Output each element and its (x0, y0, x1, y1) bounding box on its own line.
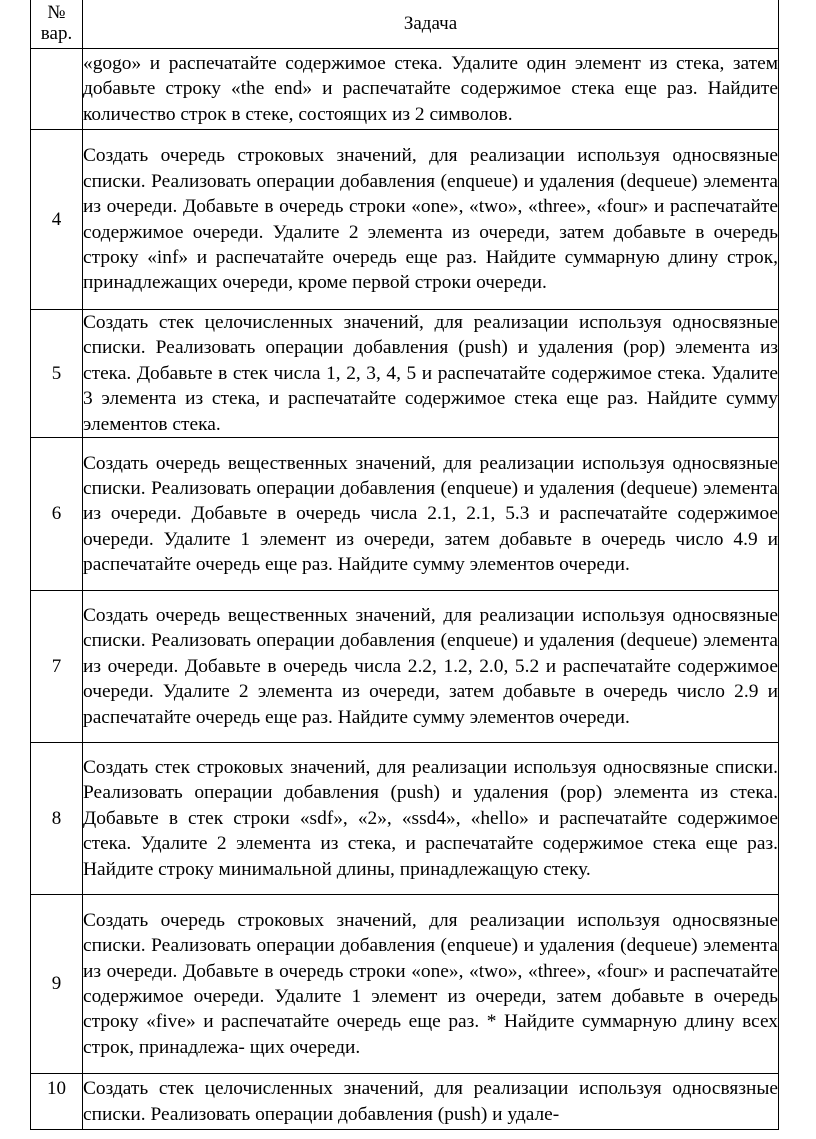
task-text: Создать стек строковых значений, для реализации используя односвязные списки. Реализовать операции добавления (push) и удаления (pop) элемента из стека. Добавьте в стек строки «sdf», «2», «ssd4», «hello» и распечатайте содержимое стека. Удалите 2 элемента из стека, и распечатайте содержимое стека еще раз. Найдите строку минимальной длины, принадлежащую стеку. (83, 743, 779, 895)
header-variant-number (31, 0, 83, 49)
header-num-label: вар. (40, 23, 73, 44)
variant-number: 4 (31, 130, 83, 310)
task-text: «gogo» и распечатайте содержимое стека. Удалите один элемент из стека, затем добавьте строку «the end» и распечатайте содержимое стека еще раз. Найдите количество строк в стеке, состоящих из 2 символов. (83, 49, 779, 130)
table-row (31, 743, 779, 895)
task-text: Создать очередь строковых значений, для реализации используя односвязные списки. Реализовать операции добавления (enqueue) и удаления (dequeue) элемента из очереди. Добавьте в очередь строки «one», «two», «three», «four» и распечатайте содержимое очереди. Удалите 2 элемента из очереди, затем добавьте в очередь строку «inf» и распечатайте очередь еще раз. Найдите суммарную длину строк, принадлежащих очереди, кроме первой строки очереди. (83, 130, 779, 310)
task-text: Создать очередь вещественных значений, для реализации используя односвязные списки. Реализовать операции добавления (enqueue) и удаления (dequeue) элемента из очереди. Добавьте в очередь числа 2.1, 2.1, 5.3 и распечатайте содержимое очереди. Удалите 1 элемент из очереди, затем добавьте в очередь число 4.9 и распечатайте очередь еще раз. Найдите сумму элементов очереди. (83, 438, 779, 591)
header-num-symbol: № (47, 2, 66, 23)
table-row (31, 49, 779, 130)
table-row (31, 591, 779, 743)
variant-number: 8 (31, 743, 83, 895)
variant-number: 5 (31, 310, 83, 438)
header-row (31, 0, 779, 49)
table-row (31, 310, 779, 438)
task-text: Создать стек целочисленных значений, для реализации используя односвязные списки. Реализовать операции добавления (push) и удале- (83, 1074, 779, 1130)
table-row (31, 1074, 779, 1130)
table-row (31, 438, 779, 591)
task-text: Создать стек целочисленных значений, для реализации используя односвязные списки. Реализовать операции добавления (push) и удаления (pop) элемента из стека. Добавьте в стек числа 1, 2, 3, 4, 5 и распечатайте содержимое стека. Удалите 3 элемента из стека, и распечатайте содержимое стека еще раз. Найдите сумму элементов стека. (83, 310, 779, 438)
table-row (31, 895, 779, 1074)
variant-number (31, 49, 83, 130)
header-task: Задача (83, 0, 779, 49)
task-text: Создать очередь вещественных значений, для реализации используя односвязные списки. Реализовать операции добавления (enqueue) и удаления (dequeue) элемента из очереди. Добавьте в очередь числа 2.2, 1.2, 2.0, 5.2 и распечатайте содержимое очереди. Удалите 2 элемента из очереди, затем добавьте в очередь число 2.9 и распечатайте очередь еще раз. Найдите сумму элементов очереди. (83, 591, 779, 743)
variant-number: 10 (31, 1074, 83, 1130)
variant-number: 9 (31, 895, 83, 1074)
variant-number: 6 (31, 438, 83, 591)
table-row (31, 130, 779, 310)
task-text: Создать очередь строковых значений, для реализации используя односвязные списки. Реализовать операции добавления (enqueue) и удаления (dequeue) элемента из очереди. Добавьте в очередь строки «one», «two», «three», «four» и распечатайте содержимое очереди. Удалите 1 элемент из очереди, затем добавьте в очередь строку «five» и распечатайте очередь еще раз. * Найдите суммарную длину всех строк, принадлежа- щих очереди. (83, 895, 779, 1074)
variant-number: 7 (31, 591, 83, 743)
tasks-table (30, 0, 779, 1130)
